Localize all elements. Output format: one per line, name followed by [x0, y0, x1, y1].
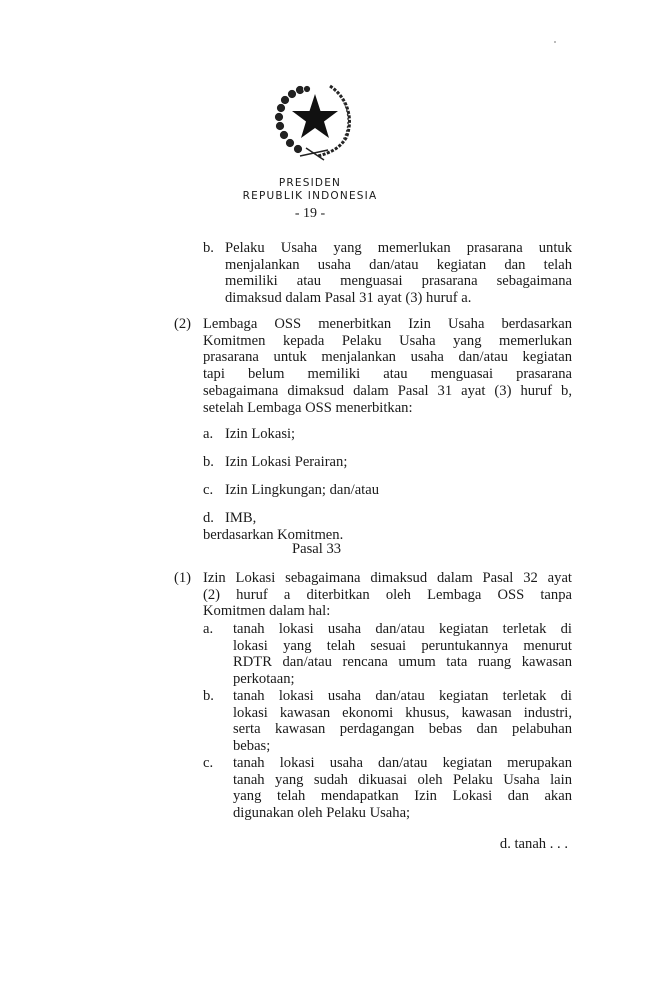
- ayat-1-line: (2) huruf a diterbitkan oleh Lembaga OSS tanpa: [203, 586, 572, 603]
- sub-item-line: yang telah mendapatkan Izin Lokasi dan akan: [233, 788, 572, 805]
- sub-item-marker: d.: [203, 510, 214, 526]
- sub-item-line: bebas;: [233, 738, 271, 755]
- header-republik-indonesia: REPUBLIK INDONESIA: [242, 190, 378, 202]
- sub-item-text: Izin Lingkungan; dan/atau: [225, 482, 379, 498]
- page-number: - 19 -: [294, 206, 326, 221]
- sub-item-line: tanah lokasi usaha dan/atau kegiatan terletak di: [233, 621, 572, 637]
- sub-item-marker: c.: [203, 755, 214, 771]
- sub-item-text: Izin Lokasi Perairan;: [225, 454, 348, 470]
- ayat-2-line: prasarana untuk menjalankan usaha dan/atau kegiatan: [203, 349, 572, 366]
- item-b-line: dimaksud dalam Pasal 31 ayat (3) huruf a.: [225, 290, 472, 307]
- ayat-2-line: setelah Lembaga OSS menerbitkan:: [203, 399, 413, 416]
- sub-item-text: IMB,: [225, 510, 257, 526]
- sub-item-line: RDTR dan/atau rencana umum tata ruang kawasan: [233, 654, 572, 671]
- sub-item-marker: a.: [203, 621, 214, 637]
- sub-item-line: serta kawasan perdagangan bebas dan pelabuhan: [233, 721, 572, 738]
- ayat-2-line: Komitmen kepada Pelaku Usaha yang memerlukan: [203, 332, 572, 349]
- ayat-1-line: Izin Lokasi sebagaimana dimaksud dalam Pasal 32 ayat: [203, 570, 572, 586]
- item-b-line: Pelaku Usaha yang memerlukan prasarana untuk: [225, 240, 572, 256]
- ayat-1-line: Komitmen dalam hal:: [203, 603, 331, 620]
- sub-item-marker: c.: [203, 482, 214, 498]
- sub-item-marker: b.: [203, 688, 214, 704]
- sub-item-marker: a.: [203, 426, 214, 442]
- scan-speck: [554, 41, 556, 43]
- sub-item-text: Izin Lokasi;: [225, 426, 296, 442]
- sub-item-line: digunakan oleh Pelaku Usaha;: [233, 805, 411, 822]
- continuation-catchword: d. tanah . . .: [499, 836, 568, 852]
- ayat-2-line: tapi belum memiliki atau menguasai prasarana: [203, 366, 572, 383]
- sub-item-line: tanah yang sudah dikuasai oleh Pelaku Usaha lain: [233, 771, 572, 788]
- sub-item-line: tanah lokasi usaha dan/atau kegiatan merupakan: [233, 755, 572, 771]
- sub-item-marker: b.: [203, 454, 214, 470]
- item-b-line: menjalankan usaha dan/atau kegiatan dan telah: [225, 256, 572, 273]
- item-b-marker: b.: [203, 240, 214, 256]
- item-b-line: memiliki atau menguasai prasarana sebagaimana: [225, 273, 572, 290]
- ayat-2-line: Lembaga OSS menerbitkan Izin Usaha berdasarkan: [203, 316, 572, 332]
- ayat-2-marker: (2): [174, 316, 192, 332]
- ayat-1-marker: (1): [174, 570, 192, 586]
- ayat-2-line: sebagaimana dimaksud dalam Pasal 31 ayat (3) huruf b,: [203, 382, 572, 399]
- sub-item-line: perkotaan;: [233, 671, 295, 688]
- header-presiden: PRESIDEN: [278, 177, 342, 189]
- ayat-2-closing: berdasarkan Komitmen.: [203, 527, 344, 543]
- article-title: Pasal 33: [292, 541, 342, 557]
- sub-item-line: lokasi kawasan ekonomi khusus, kawasan industri,: [233, 704, 572, 721]
- presidential-emblem-icon: [270, 80, 360, 164]
- sub-item-line: lokasi yang telah sesuai peruntukannya menurut: [233, 637, 572, 654]
- sub-item-line: tanah lokasi usaha dan/atau kegiatan terletak di: [233, 688, 572, 704]
